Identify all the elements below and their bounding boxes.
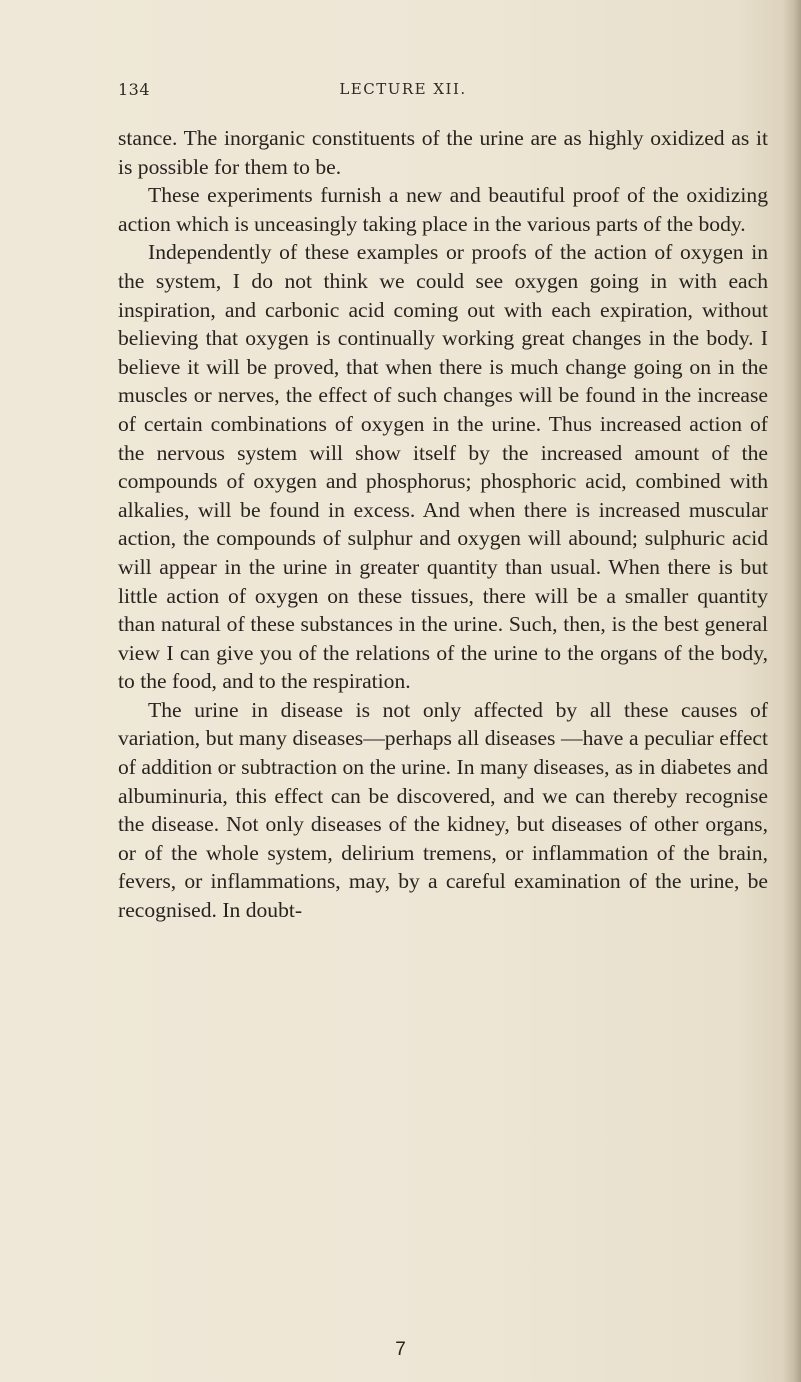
- paragraph: The urine in disease is not only affected by all these causes of variation, but many diseases—perhaps all diseases —have a peculiar effect of addition or subtraction on the urine. In many diseases, as in diabetes and albuminuria, this effect can be discovered, and we can thereby recognise the disease. Not only diseases of the kidney, but diseases of other organs, or of the whole system, delirium tremens, or inflammation of the brain, fevers, or inflammations, may, by a careful examination of the urine, be recognised. In doubt-: [118, 697, 768, 923]
- page-number: 134: [118, 80, 151, 99]
- paragraph: Independently of these examples or proofs of the action of oxygen in the system, I do not think we could see oxygen going in with each inspiration, and carbonic acid coming out with each expiration, without believing that oxygen is continually working great changes in the body. I believe it will be proved, that when there is much change going on in the muscles or nerves, the effect of such changes will be found in the increase of certain combinations of oxygen in the urine. Thus increased action of the nervous system will show itself by the increased amount of the compounds of oxygen and phosphorus; phosphoric acid, combined with alkalies, will be found in excess. And when there is increased muscular action, the compounds of sulphur and oxygen will abound; sulphuric acid will appear in the urine in greater quantity than usual. When there is but little action of oxygen on these tissues, there will be a smaller quantity than natural of these substances in the urine. Such, then, is the best general view I can give you of the relations of the urine to the organs of the body, to the food, and to the respiration.: [118, 240, 768, 694]
- running-head: [118, 80, 688, 106]
- paragraph: These experiments furnish a new and beautiful proof of the oxidizing action which is unceasingly taking place in the various parts of the body.: [118, 183, 768, 236]
- page-edge-shadow: [783, 0, 801, 1382]
- paragraph-continued: stance. The inorganic constituents of the urine are as highly oxidized as it is possible for them to be.: [118, 126, 768, 179]
- body-text: [118, 124, 768, 925]
- signature-mark: 7: [395, 1339, 406, 1360]
- running-title: LECTURE XII.: [339, 80, 467, 98]
